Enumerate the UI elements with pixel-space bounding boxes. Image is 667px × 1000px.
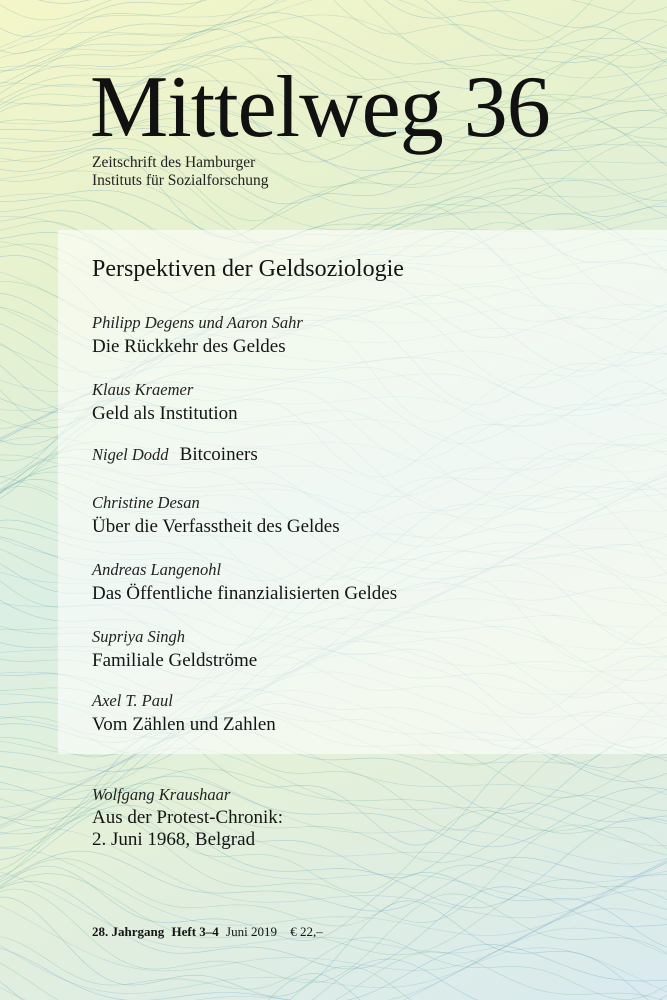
contents-entry-3 xyxy=(92,443,258,467)
guilloche-line xyxy=(0,0,667,37)
entry-author: Christine Desan xyxy=(92,493,200,512)
extra-article-entry xyxy=(92,785,283,851)
entry-author: Supriya Singh xyxy=(92,627,186,646)
entry-title: Bitcoiners xyxy=(179,444,258,465)
contents-entry-2 xyxy=(92,380,238,426)
entry-author: Philipp Degens und Aaron Sahr xyxy=(92,313,303,332)
entry-title: Familiale Geldströme xyxy=(92,650,258,671)
entry-author: Nigel Dodd xyxy=(92,445,169,464)
entry-title: Die Rückkehr des Geldes xyxy=(92,336,286,357)
guilloche-line xyxy=(0,936,667,1000)
guilloche-line xyxy=(0,851,667,911)
entry-title-line-2: 2. Juni 1968, Belgrad xyxy=(92,829,256,850)
entry-title-line-1: Aus der Protest-Chronik: xyxy=(92,807,284,828)
contents-entry-6 xyxy=(92,627,257,673)
guilloche-line xyxy=(0,952,667,1000)
entry-title: Vom Zählen und Zahlen xyxy=(92,714,276,735)
footer-price: € 22,– xyxy=(290,924,323,939)
entry-author: Axel T. Paul xyxy=(92,691,173,710)
contents-entry-1 xyxy=(92,313,303,359)
entry-author: Wolfgang Kraushaar xyxy=(92,785,231,804)
entry-author: Klaus Kraemer xyxy=(92,380,194,399)
footer-heft: Heft 3–4 xyxy=(171,924,219,939)
contents-entry-4 xyxy=(92,493,340,539)
guilloche-line xyxy=(0,948,667,1000)
masthead-subtitle-line-1: Zeitschrift des Hamburger xyxy=(92,154,256,171)
entry-author: Andreas Langenohl xyxy=(92,560,222,579)
guilloche-line xyxy=(0,0,667,3)
guilloche-line xyxy=(0,909,667,994)
guilloche-line xyxy=(0,945,667,1000)
entry-title: Geld als Institution xyxy=(92,403,238,424)
contents-entry-5 xyxy=(92,560,397,606)
entry-title: Über die Verfasstheit des Geldes xyxy=(92,516,340,537)
masthead-subtitle xyxy=(92,154,269,190)
masthead-subtitle-line-2: Instituts für Sozialforschung xyxy=(92,172,269,189)
entry-title: Das Öffentliche finanzialisierten Geldes xyxy=(92,583,398,604)
guilloche-line xyxy=(0,870,667,953)
guilloche-line xyxy=(0,973,667,1000)
contents-panel xyxy=(58,230,667,754)
issue-footer xyxy=(92,924,327,940)
contents-entry-7 xyxy=(92,691,276,737)
issue-theme-title: Perspektiven der Geldsoziologie xyxy=(92,256,404,282)
footer-jahrgang: 28. Jahrgang xyxy=(92,924,165,939)
guilloche-line xyxy=(0,0,667,56)
masthead-title: Mittelweg 36 xyxy=(90,59,550,156)
footer-date: Juni 2019 xyxy=(226,924,277,939)
